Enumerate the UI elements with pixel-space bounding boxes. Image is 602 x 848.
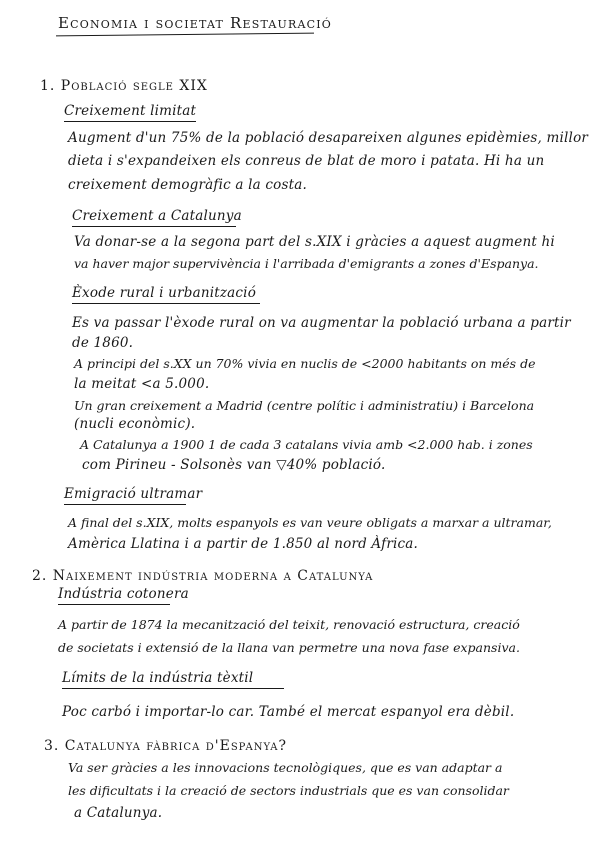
subsection-title: Creixement limitat (64, 103, 197, 119)
text-line: dieta i s'expandeixen els conreus de blat de moro i patata. Hi ha un (68, 153, 545, 169)
text-line: Es va passar l'èxode rural on va augmentar la població urbana a partir (72, 315, 571, 331)
section-heading-1: 1. Població segle XIX (40, 78, 208, 94)
text-line: Poc carbó i importar-lo car. També el mercat espanyol era dèbil. (62, 704, 515, 720)
page-title: Economia i societat Restauració (58, 14, 333, 32)
text-line: com Pirineu - Solsonès van ▽40% població. (82, 457, 386, 473)
subsection-title: Emigració ultramar (64, 486, 203, 502)
subsection-underline (58, 604, 170, 605)
subsection-title: Límits de la indústria tèxtil (62, 670, 254, 686)
text-line: A Catalunya a 1900 1 de cada 3 catalans vivia amb <2.000 hab. i zones (80, 437, 533, 452)
subsection-underline (72, 226, 236, 227)
text-line: Va ser gràcies a les innovacions tecnològiques, que es van adaptar a (68, 760, 503, 775)
text-line: A final del s.XIX, molts espanyols es van veure obligats a marxar a ultramar, (68, 515, 552, 530)
text-line: creixement demogràfic a la costa. (68, 177, 307, 193)
subsection-underline (64, 504, 186, 505)
text-line: la meitat <a 5.000. (74, 376, 210, 392)
text-line: Augment d'un 75% de la població desapareixen algunes epidèmies, millor (68, 130, 589, 146)
text-line: (nucli econòmic). (74, 416, 196, 432)
text-line: Amèrica Llatina i a partir de 1.850 al nord Àfrica. (68, 536, 419, 552)
text-line: Un gran creixement a Madrid (centre polític i administratiu) i Barcelona (74, 398, 535, 413)
text-line: va haver major supervivència i l'arribada d'emigrants a zones d'Espanya. (74, 256, 539, 271)
subsection-title: Creixement a Catalunya (72, 208, 242, 224)
section-heading-2: 2. Naixement indústria moderna a Catalunya (32, 568, 374, 584)
section-heading-3: 3. Catalunya fàbrica d'Espanya? (44, 738, 288, 754)
text-line: de 1860. (72, 335, 134, 351)
text-line: a Catalunya. (74, 805, 163, 821)
text-line: les dificultats i la creació de sectors industrials que es van consolidar (68, 783, 509, 798)
subsection-title: Èxode rural i urbanització (72, 285, 257, 301)
subsection-underline (62, 688, 284, 689)
text-line: de societats i extensió de la llana van permetre una nova fase expansiva. (58, 640, 520, 655)
text-line: A partir de 1874 la mecanització del teixit, renovació estructura, creació (58, 617, 520, 632)
text-line: A principi del s.XX un 70% vivia en nuclis de <2000 habitants on més de (74, 356, 536, 371)
subsection-underline (64, 121, 196, 122)
subsection-title: Indústria cotonera (58, 586, 189, 602)
title-underline (56, 33, 314, 37)
subsection-underline (72, 303, 260, 304)
text-line: Va donar-se a la segona part del s.XIX i gràcies a aquest augment hi (74, 234, 555, 250)
